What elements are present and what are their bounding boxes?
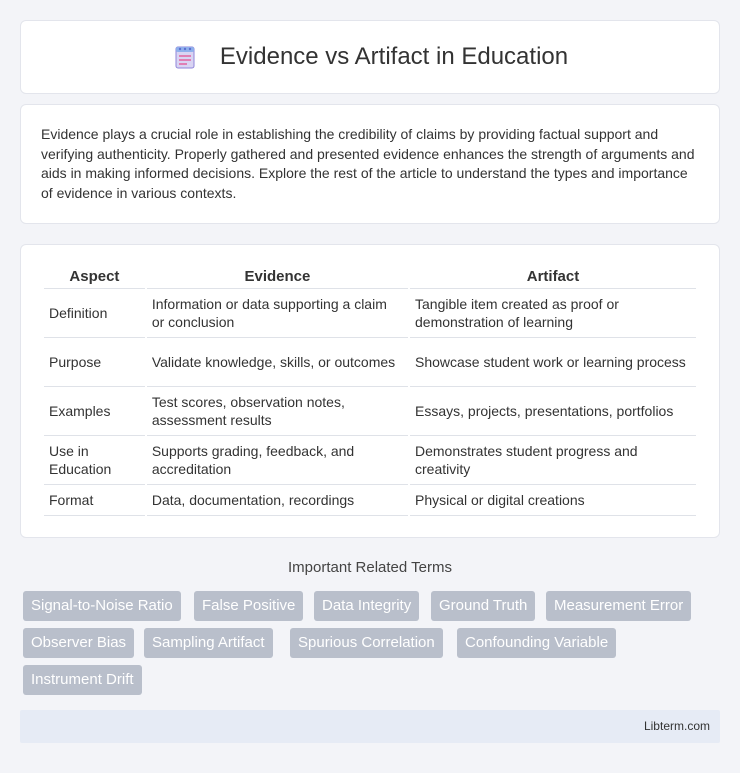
document-icon: [172, 44, 198, 70]
footer-link[interactable]: Libterm.com: [643, 719, 710, 733]
table-row: [44, 387, 696, 436]
cell-aspect: Definition: [44, 289, 145, 338]
page-title: Evidence vs Artifact in Education: [219, 43, 569, 70]
related-terms-title: Important Related Terms: [288, 559, 452, 576]
cell-artifact: Demonstrates student progress and creativity: [410, 436, 696, 485]
header-aspect: Aspect: [44, 267, 145, 289]
tag-ground-truth[interactable]: Ground Truth: [431, 591, 535, 621]
cell-aspect: Examples: [44, 387, 145, 436]
table-row: [44, 289, 696, 338]
footer: [20, 710, 720, 743]
cell-aspect: Format: [44, 485, 145, 516]
cell-evidence: Test scores, observation notes, assessment results: [147, 387, 408, 436]
cell-artifact: Essays, projects, presentations, portfolios: [410, 387, 696, 436]
table-row: [44, 485, 696, 516]
cell-evidence: Information or data supporting a claim or conclusion: [147, 289, 408, 338]
table-row: [44, 338, 696, 387]
tag-signal-to-noise-ratio[interactable]: Signal-to-Noise Ratio: [23, 591, 181, 621]
tag-measurement-error[interactable]: Measurement Error: [546, 591, 691, 621]
tag-sampling-artifact[interactable]: Sampling Artifact: [144, 628, 273, 658]
intro-card: [20, 104, 720, 224]
tag-observer-bias[interactable]: Observer Bias: [23, 628, 134, 658]
tag-data-integrity[interactable]: Data Integrity: [314, 591, 419, 621]
header-card: [20, 20, 720, 94]
cell-evidence: Supports grading, feedback, and accreditation: [147, 436, 408, 485]
header-artifact: Artifact: [410, 267, 696, 289]
comparison-table-card: [20, 244, 720, 538]
cell-artifact: Physical or digital creations: [410, 485, 696, 516]
header-evidence: Evidence: [147, 267, 408, 289]
comparison-table: [42, 267, 698, 516]
tag-instrument-drift[interactable]: Instrument Drift: [23, 665, 142, 695]
cell-evidence: Validate knowledge, skills, or outcomes: [147, 338, 408, 387]
table-row: [44, 436, 696, 485]
cell-artifact: Showcase student work or learning process: [410, 338, 696, 387]
cell-evidence: Data, documentation, recordings: [147, 485, 408, 516]
cell-aspect: Purpose: [44, 338, 145, 387]
cell-aspect: Use in Education: [44, 436, 145, 485]
tag-false-positive[interactable]: False Positive: [194, 591, 303, 621]
cell-artifact: Tangible item created as proof or demonstration of learning: [410, 289, 696, 338]
intro-text: Evidence plays a crucial role in establishing the credibility of claims by providing factual support and verifying authenticity. Properly gathered and presented evidence enhances the strength of arguments and aids in making informed decisions. Explore the rest of the article to understand the types and importance of evidence in various contexts.: [41, 126, 695, 201]
tag-confounding-variable[interactable]: Confounding Variable: [457, 628, 616, 658]
table-header-row: [44, 267, 696, 289]
header: [172, 43, 568, 71]
tag-spurious-correlation[interactable]: Spurious Correlation: [290, 628, 443, 658]
